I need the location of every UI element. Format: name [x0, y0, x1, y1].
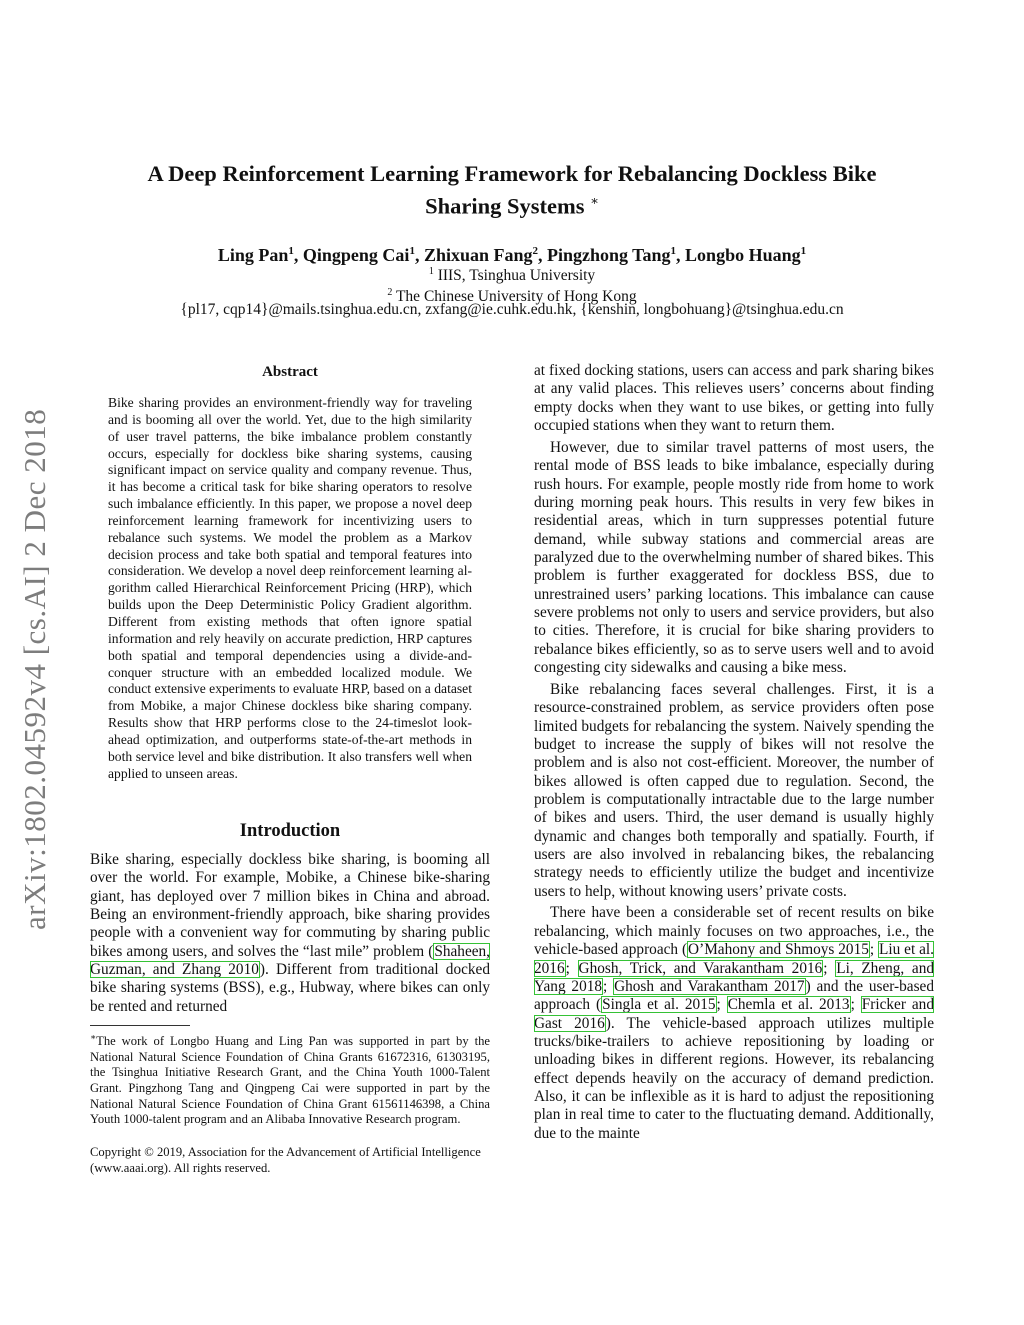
introduction-paragraph	[90, 851, 490, 1016]
author-name: Ling Pan	[217, 245, 289, 265]
paper-title	[100, 160, 924, 220]
affiliation-number: 2	[387, 287, 393, 298]
body-paragraph: However, due to similar travel patterns of most users, the rental mode of BSS leads to bike imbalance, especially during rush hours. For example, people mostly ride from home to work during morning peak hours. This results in very few bikes in residential areas, which in turn suppresses potential future demand, while subway stations and commercial areas are paralyzed due to the overwhelming number of shared bikes. This problem is further exaggerated for dockless BSS, due to unrestrained users’ parking locations. This imbalance can cause severe problems not only to users and service providers, but also to cities. Therefore, it is crucial for bike sharing providers to rebalance bikes efficiently, so as to serve users well and to avoid congesting city sidewalks and causing a bike mess.	[534, 438, 934, 676]
paragraph-text: ) and the user-based approach (	[534, 977, 934, 1014]
citation-link[interactable]: Shaheen, Guzman, and Zhang 2010	[90, 942, 490, 979]
citation-link[interactable]: Chemla et al. 2013	[727, 996, 850, 1014]
citation-link[interactable]: Ghosh and Varakantham 2017	[614, 977, 805, 995]
author-name: Zhixuan Fang	[423, 245, 533, 265]
affiliation-text: IIIS, Tsinghua University	[437, 267, 596, 285]
citation-separator: ;	[716, 996, 727, 1014]
author-affiliation-mark: 2	[532, 245, 538, 257]
affiliation-1	[100, 262, 924, 285]
arxiv-identifier: arXiv:1802.04592v4 [cs.AI] 2 Dec 2018	[17, 408, 52, 930]
citation-separator: ;	[603, 977, 614, 995]
affiliation-number: 1	[428, 266, 434, 277]
citation-link[interactable]: Singla et al. 2015	[602, 996, 716, 1014]
abstract-heading: Abstract	[262, 364, 318, 380]
abstract-body: Bike sharing provides an environment-friendly way for traveling and is booming all over the world. Yet, due to the high similarity of user travel patterns, the bike imbalance problem constantly occurs, especially for dockless bike sharing systems, causing significant impact on service quality and company revenue. Thus, it has become a critical task for bike sharing operators to resolve such imbalance efficiently. In this paper, we propose a novel deep reinforcement learning framework for incentivizing users to rebalance such systems. We model the problem as a Markov decision process and take both spatial and temporal features into consideration. We develop a novel deep reinforcement learning algorithm called Hierarchical Reinforcement Pricing (HRP), which builds upon the Deep Deterministic Policy Gradient algorithm. Different from existing methods that often ignore spatial information and rely heavily on accurate prediction, HRP captures both spatial and temporal dependencies using a divide-and-conquer structure with an embedded localized module. We conduct extensive experiments to evaluate HRP, based on a dataset from Mobike, a major Chinese dockless bike sharing company. Results show that HRP performs close to the 24-timeslot look-ahead optimization, and outperforms state-of-the-art methods in both service level and bike distribution. It also transfers well when applied to unseen areas.	[108, 395, 472, 781]
author-list: Ling Pan$^1$, Qingpeng Cai$^1$, Zhixuan Fang$^2$, Pingzhong Tang$^1$, Longbo Huang$^1$	[217, 245, 807, 265]
author-emails: {pl17, cqp14}@mails.tsinghua.edu.cn, zxfang@ie.cuhk.edu.hk, {kenshin, longbohuang}@tsinghua.edu.cn	[180, 301, 844, 318]
footnote-text: The work of Longbo Huang and Ling Pan was supported in part by the National Natural Science Foundation of China Grants 61672316, 61303195, the Tsinghua Initiative Research Grant, and the China Youth 1000-Talent Grant. Pingzhong Tang and Qingpeng Cai were supported in part by the National Natural Science Foundation of China Grant 61561146398, a China Youth 1000-talent program and an Alibaba Innovative Research program.	[90, 1034, 490, 1127]
footnote	[90, 1030, 490, 1128]
citation-link[interactable]: Li, Zheng, and Yang 2018	[534, 959, 934, 995]
citation-link[interactable]: Liu et al. 2016	[534, 941, 934, 977]
right-column	[534, 362, 934, 1146]
title-line-1: A Deep Reinforcement Learning Framework for Rebalancing Dockless Bike	[147, 161, 877, 186]
title-line-2: Sharing Systems	[425, 193, 585, 219]
body-paragraph: Bike rebalancing faces several challenges. First, it is a resource-constrained problem, as service providers often pose limited budgets for rebalancing the system. Naively spending the budget to increase the supply of bikes will not resolve the problem and is also not cost-efficient. Moreover, the number of bikes allowed is often capped due to regulation. Second, the problem is computationally intractable due to the large number of bikes and users. Third, the user demand is usually highly dynamic and changes both temporally and spatially. Fourth, if users are also involved in rebalancing bikes, the rebalancing strategy needs to efficiently utilize the budget and incentivize users to help, without knowing users’ private costs.	[534, 680, 934, 900]
paragraph-text: Bike sharing, especially dockless bike sharing, is booming all over the world. For example, Mobike, a Chinese bike-sharing giant, has deployed over 7 million bikes in China and abroad. Being an environment-friendly approach, bike sharing provides people with a convenient way for commuting by sharing public bikes among users, and solves the “last mile” problem (	[90, 851, 490, 960]
paragraph-text: ). The vehicle-based approach utilizes multiple trucks/bike-trailers to achieve repositioning by loading or unloading bikes in different regions. However, its rebalancing effect depends heavily on the accuracy of demand prediction. Also, it can be inflexible as it is hard to adjust the repositioning plan in real time to cater to the fluctuating demand. Additionally, due to the mainte	[534, 1014, 934, 1142]
related-work-paragraph	[534, 904, 934, 1142]
citation-separator: ;	[823, 959, 836, 977]
paragraph-text: There have been a considerable set of recent results on bike rebalancing, which mainly focuses on two approaches, i.e., the vehicle-based approach (	[534, 904, 934, 959]
affiliation-text: The Chinese University of Hong Kong	[395, 288, 637, 306]
footnote-mark: ∗	[90, 1032, 97, 1042]
citation-link[interactable]: O’Mahony and Shmoys 2015	[688, 941, 869, 959]
citation-separator: ;	[869, 941, 879, 959]
author-affiliation-mark: 1	[670, 245, 677, 257]
body-paragraph: at fixed docking stations, users can access and park sharing bikes at any valid places. This relieves users’ concerns about finding empty docks when they want to use bikes, or getting into fully occupied stations when they want to return them.	[534, 362, 934, 435]
paragraph-text: ). Different from traditional docked bike sharing systems (BSS), e.g., Hubway, where bikes can only be rented and returned	[90, 961, 490, 1015]
citation-link[interactable]: Ghosh, Trick, and Varakantham 2016	[578, 959, 823, 977]
author-name: Qingpeng Cai	[302, 245, 410, 265]
copyright-notice: Copyright © 2019, Association for the Advancement of Artificial Intelligence (www.aaai.org). All rights reserved.	[90, 1145, 481, 1175]
citation-link[interactable]: Fricker and Gast 2016	[534, 996, 934, 1032]
author-name: Longbo Huang	[685, 245, 801, 265]
author-name: Pingzhong Tang	[546, 245, 671, 265]
author-affiliation-mark: 1	[409, 245, 415, 257]
citation-separator: ;	[850, 996, 861, 1014]
citation-separator: ;	[565, 959, 578, 977]
footnote-divider	[90, 1025, 190, 1026]
author-affiliation-mark: 1	[288, 245, 294, 257]
introduction-heading: Introduction	[239, 821, 341, 841]
author-affiliation-mark: 1	[800, 245, 807, 257]
title-footnote-mark: ∗	[590, 193, 599, 208]
